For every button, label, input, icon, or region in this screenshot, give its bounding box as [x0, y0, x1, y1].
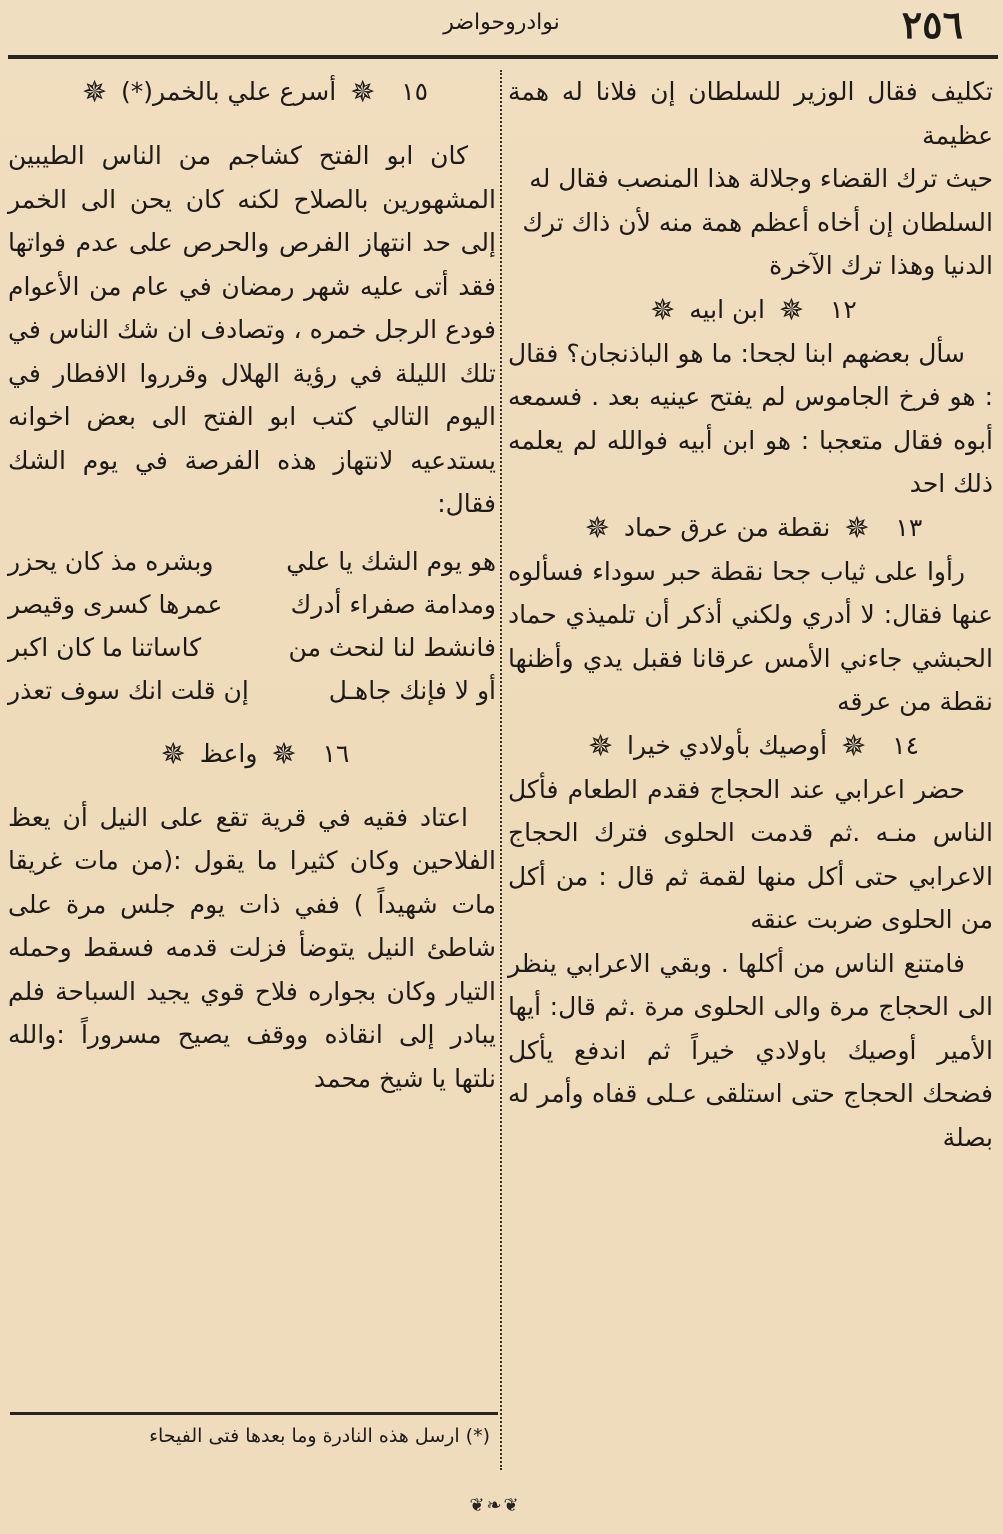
continuation-line: حيث ترك القضاء وجلالة هذا المنصب فقال له	[529, 164, 993, 193]
star-ornament-icon: ✵	[350, 75, 376, 110]
star-ornament-icon: ✵	[271, 736, 297, 772]
verse-line	[8, 583, 496, 626]
star-ornament-icon: ✵	[841, 728, 867, 764]
section-paragraph: سأل بعضهم ابنا لجحا: ما هو الباذنجان؟ فقال : هو فرخ الجاموس لم يفتح عينيه بعد . فسمعه أبوه فقال متعجبا : هو ابن أبيه فوالله لم يعلمه ذلك احد	[508, 338, 993, 498]
column-divider	[500, 70, 502, 1470]
section-title: ابن ابيه	[689, 294, 765, 324]
verse-second-hemistich: كاساتنا ما كان اكبر	[8, 632, 202, 662]
footnote-rule	[10, 1412, 498, 1415]
section-heading-13	[508, 506, 993, 550]
section-number: ١٤	[892, 730, 920, 760]
star-ornament-icon: ✵	[778, 292, 805, 328]
page-number: ٢٥٦	[901, 2, 963, 47]
section-number: ١٥	[401, 77, 429, 106]
verse-second-hemistich: إن قلت انك سوف تعذر	[8, 675, 249, 705]
section-title: نقطة من عرق حماد	[623, 512, 831, 542]
continuation-line: الدنيا وهذا ترك الآخرة	[769, 251, 993, 280]
section-paragraph: فامتنع الناس من أكلها . وبقي الاعرابي ينظر الى الحجاج مرة والى الحلوى مرة .ثم قال: أيها الأمير أوصيك باولادي خيراً ثم اندفع يأكل فضحك الحجاج حتى استلقى عـلى قفاه وأمر له بصلة	[508, 948, 993, 1152]
verse-line	[8, 626, 496, 669]
section-title: أسرع علي بالخمر(*)	[121, 77, 337, 106]
left-column	[8, 70, 496, 1100]
star-ornament-icon: ✵	[650, 292, 676, 328]
section-title: أوصيك بأولادي خيرا	[627, 730, 828, 760]
continuation-line: السلطان إن أخاه أعظم همة منه لأن ذاك ترك	[522, 207, 993, 237]
section-number: ١٣	[895, 512, 923, 542]
section-paragraph: حضر اعرابي عند الحجاج فقدم الطعام فأكل الناس منـه .ثم قدمت الحلوى فترك الحجاج الاعرابي حتى أكل منها لقمة ثم قال : من أكل من الحلوى ضربت عنقه	[508, 774, 993, 934]
section-title: واعظ	[199, 738, 258, 768]
verse-second-hemistich: عمرها كسرى وقيصر	[8, 589, 223, 619]
footnote: (*) ارسل هذه النادرة وما بعدها فتى الفيحاء	[149, 1425, 490, 1447]
star-ornament-icon: ✵	[584, 510, 610, 546]
section-number: ١٦	[322, 738, 350, 768]
verse-first-hemistich: أو لا فإنك جاهـل	[328, 675, 496, 705]
verse-second-hemistich: وبشره مذ كان يحزر	[8, 546, 214, 576]
star-ornament-icon: ✵	[844, 510, 870, 546]
star-ornament-icon: ✵	[81, 75, 108, 110]
verse-first-hemistich: فانشط لنا لنحث من	[288, 632, 496, 662]
section-paragraph: رأوا على ثياب جحا نقطة حبر سوداء فسألوه عنها فقال: لا أدري ولكني أذكر أن تلميذي حماد الحبشي جاءني الأمس عرقانا فقبل يدي وأظنها نقطة من عرقه	[508, 556, 993, 716]
page-end-ornament-icon: ❦❧❦	[469, 1495, 521, 1516]
page-header	[0, 0, 1003, 62]
verse-first-hemistich: هو يوم الشك يا علي	[286, 546, 496, 576]
header-rule	[8, 55, 998, 59]
section-heading-12	[508, 288, 993, 332]
section-paragraph: اعتاد فقيه في قرية تقع على النيل أن يعظ الفلاحين وكان كثيرا ما يقول :(من مات غريقا مات شهيداً ) ففي ذات يوم جلس مرة على شاطئ النيل يتوضأ فزلت قدمه فسقط وحمله التيار وكان بجواره فلاح قوي يجيد السباحة فلم يبادر إلى انقاذه ووقف يصيح مسروراً :والله نلتها يا شيخ محمد	[8, 802, 496, 1093]
section-number: ١٢	[830, 294, 857, 324]
section-paragraph: كان ابو الفتح كشاجم من الناس الطيبين المشهورين بالصلاح لكنه كان يحن الى الخمر إلى حد انتهاز الفرص والحرص على عدم فواتها فقد أتى عليه شهر رمضان في عام من الأعوام فودع الرجل خمره ، وتصادف ان شك الناس في تلك الليلة في رؤية الهلال وقرروا الافطار في اليوم التالي كتب ابو الفتح الى بعض اخوانه يستدعيه لانتهاز هذه الفرصة في يوم الشك فقال:	[8, 141, 496, 518]
star-ornament-icon: ✵	[160, 736, 186, 772]
section-heading-14	[508, 724, 993, 768]
right-column	[508, 70, 993, 1159]
verse-first-hemistich: ومدامة صفراء أدرك	[290, 589, 496, 619]
verse-line	[8, 669, 496, 712]
running-title: نوادروحواضر	[443, 10, 560, 35]
section-heading-16	[8, 732, 496, 776]
star-ornament-icon: ✵	[587, 728, 614, 764]
continuation-line: تكليف فقال الوزير للسلطان إن فلانا له همة عظيمة	[508, 77, 993, 150]
section-heading-15	[8, 70, 496, 114]
verse-line	[8, 540, 496, 583]
